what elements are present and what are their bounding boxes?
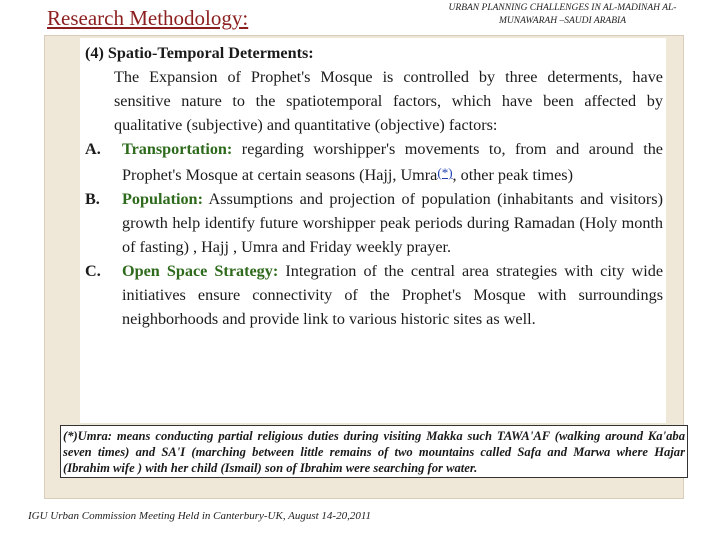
item-letter: B. xyxy=(85,190,100,208)
section-intro: The Expansion of Prophet's Mosque is controlled by three determents, have sensitive nature to the spatiotemporal factors, which have been affected by qualitative (subjective) and quantitative (objective) factors: xyxy=(114,68,663,134)
item-keyword: Transportation: xyxy=(122,140,233,158)
item-text-continued: , other peak times) xyxy=(452,166,573,184)
slide-footer: IGU Urban Commission Meeting Held in Canterbury-UK, August 14-20,2011 xyxy=(28,510,372,522)
header-note: URBAN PLANNING CHALLENGES IN AL-MADINAH AL-MUNAWARAH –SAUDI ARABIA xyxy=(448,3,677,26)
item-body xyxy=(122,259,663,331)
footnote-box: (*)Umra: means conducting partial religious duties during visiting Makka such TAWA'AF (walking around Ka'aba seven times) and SA'I (marching between little remains of two mountains called Safa and Marwa where Hajar (Ibrahim wife ) with her child (Ismail) son of Ibrahim were searching for water. xyxy=(60,425,688,478)
footnote-reference-link[interactable]: (*) xyxy=(437,165,453,180)
slide-title: Research Methodology: xyxy=(47,6,249,30)
methodology-text xyxy=(85,41,663,331)
item-text: Integration of the central area strategies with city wide initiatives ensure connectivity of the Prophet's Mosque with surroundings neighborhoods and provide link to various historic sites as well. xyxy=(122,262,664,328)
item-body xyxy=(122,187,663,259)
item-letter: C. xyxy=(85,262,101,280)
item-keyword: Population: xyxy=(122,190,203,208)
item-open-space-strategy xyxy=(85,259,663,331)
item-text: Assumptions and projection of population (inhabitants and visitors) growth help identify future worshipper peak periods during Ramadan (Holy month of fasting) , Hajj , Umra and Friday weekly prayer. xyxy=(122,190,663,256)
item-body xyxy=(122,137,663,187)
item-text: regarding worshipper's movements to, from and around the Prophet's Mosque at certain seasons (Hajj, Umra xyxy=(122,140,663,184)
item-letter: A. xyxy=(85,140,101,158)
item-population xyxy=(85,187,663,259)
item-transportation xyxy=(85,137,663,187)
item-keyword: Open Space Strategy: xyxy=(122,262,279,280)
section-heading: (4) Spatio-Temporal Determents: xyxy=(85,44,314,62)
